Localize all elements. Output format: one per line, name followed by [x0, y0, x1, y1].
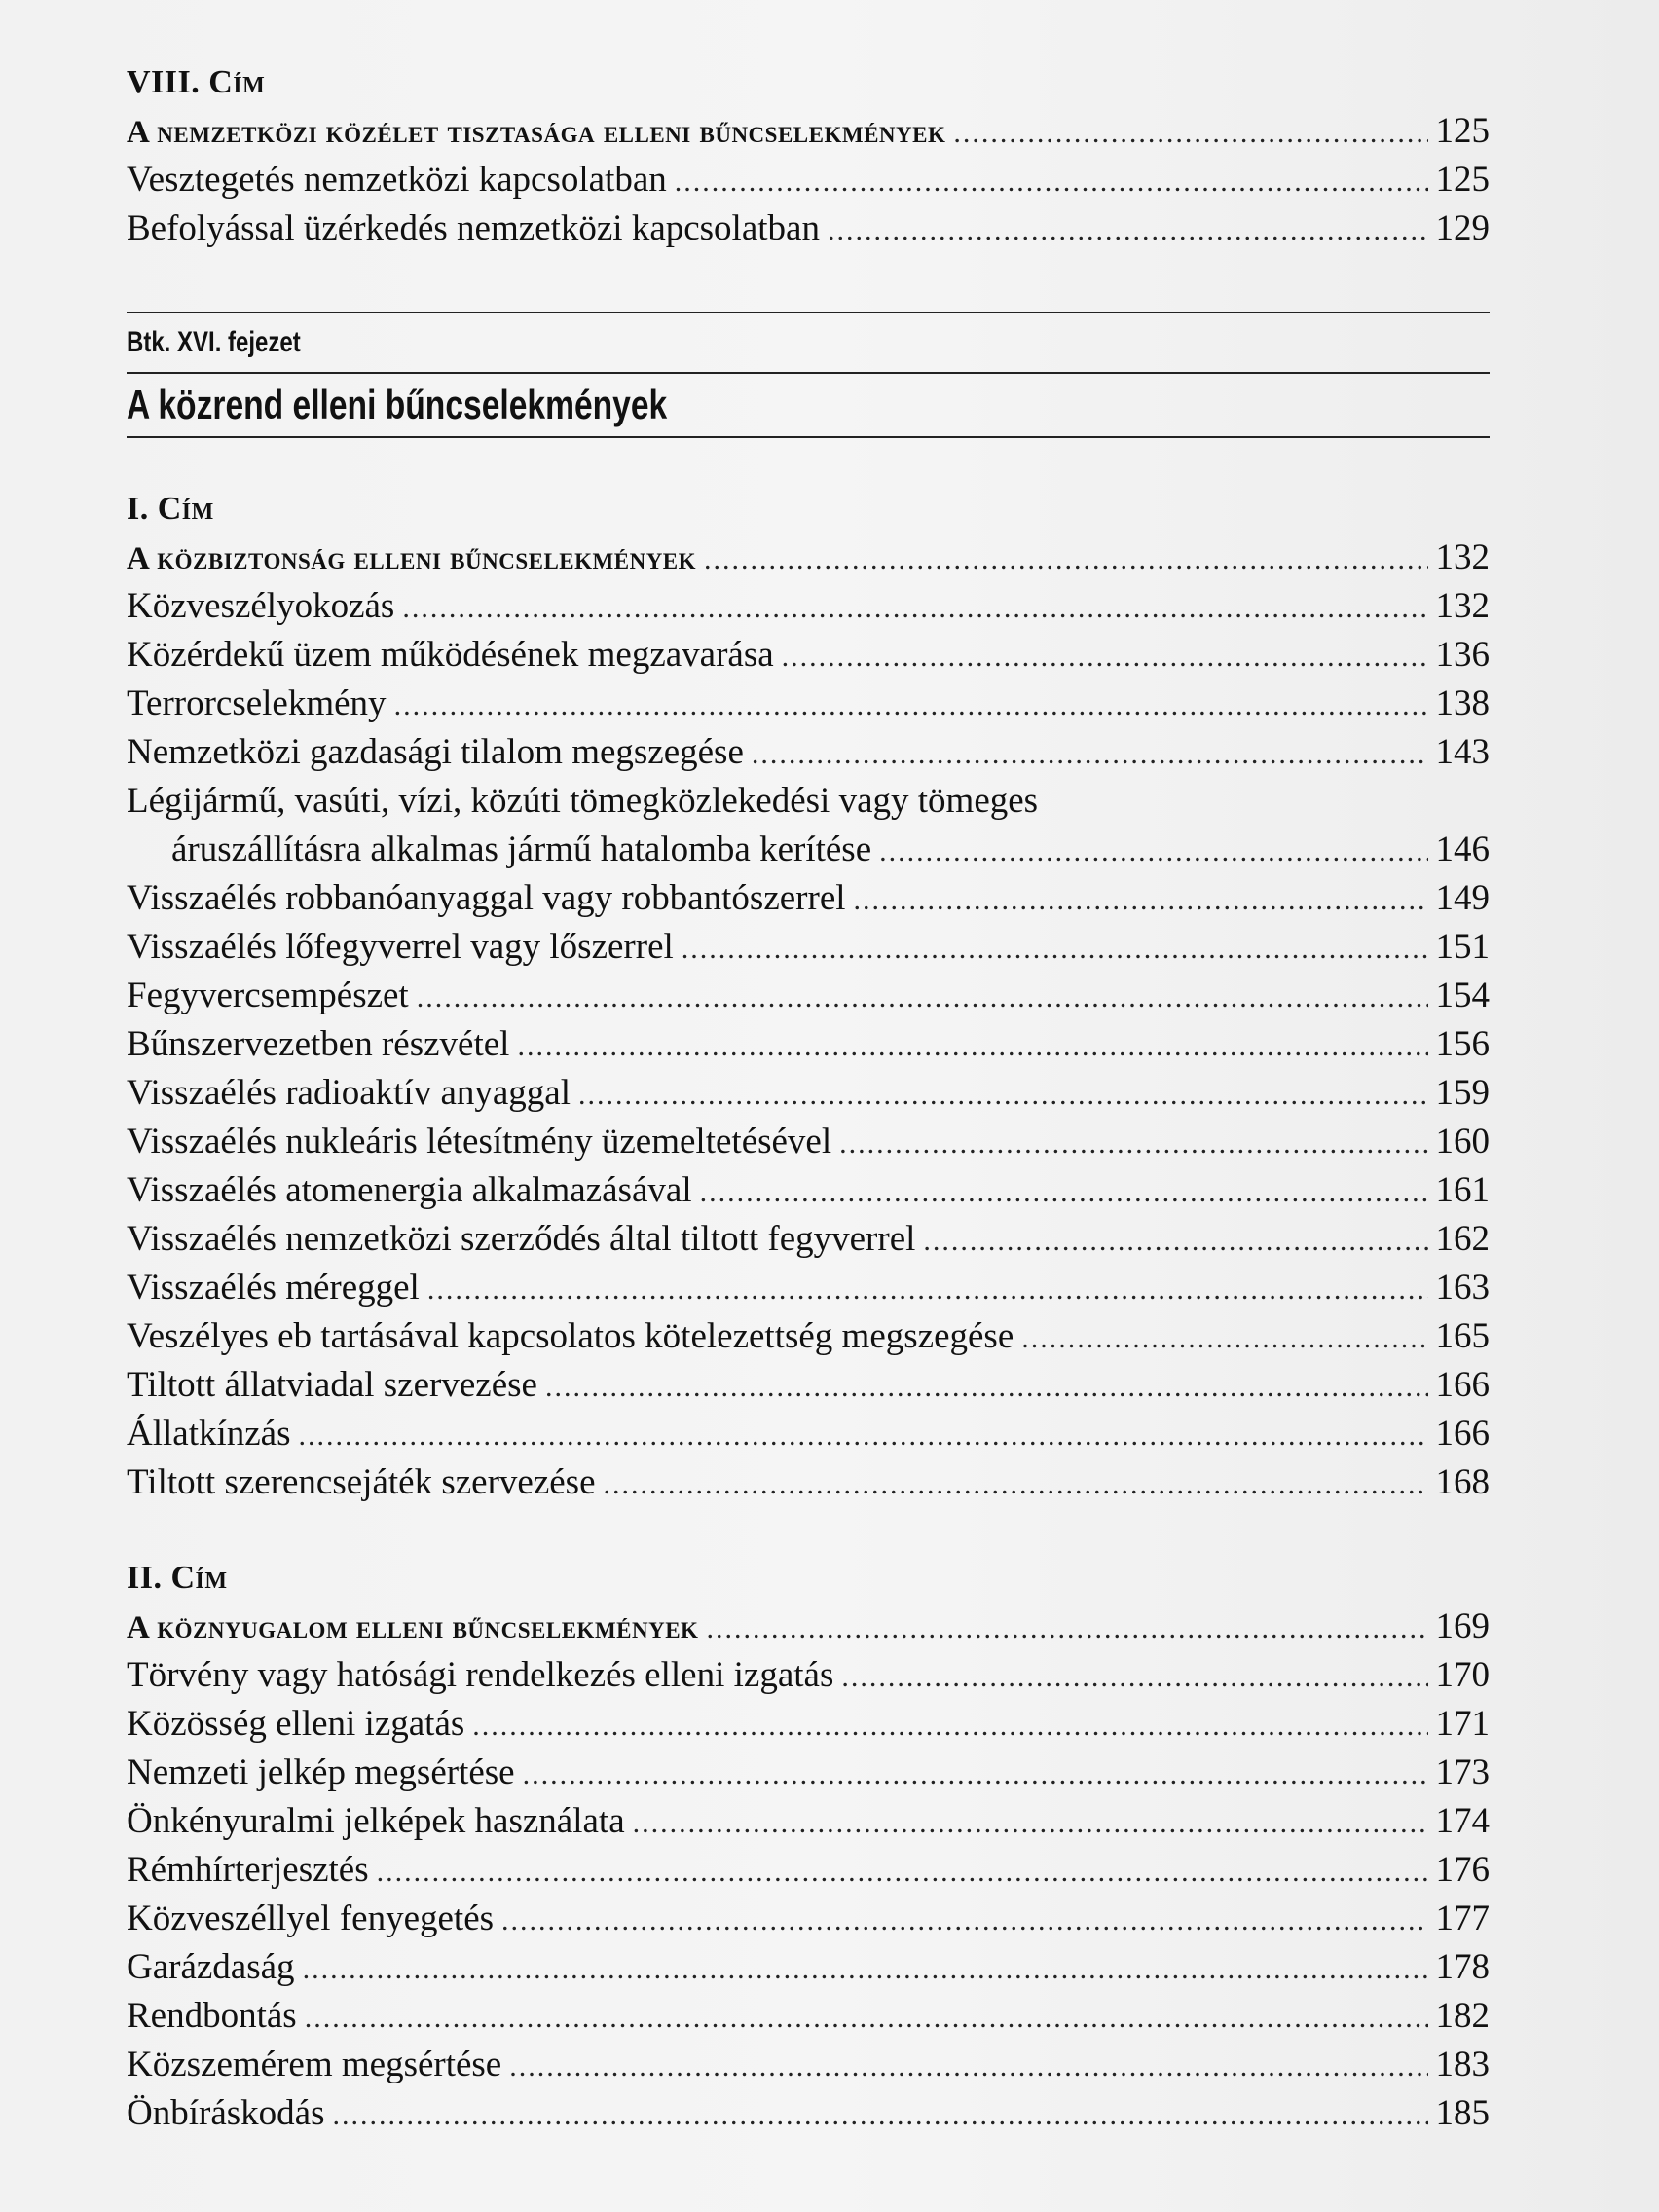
leader-dots [578, 1071, 1428, 1120]
toc-entry[interactable]: Önbíráskodás ..... 185 [127, 2089, 1490, 2138]
toc-entry[interactable]: Visszaélés atomenergia alkalmazásával ..... 161 [127, 1166, 1490, 1215]
toc-entry[interactable]: Tiltott szerencsejáték szervezése ..... 168 [127, 1458, 1490, 1507]
leader-dots [332, 2091, 1427, 2140]
leader-dots [394, 682, 1428, 730]
leader-dots [682, 925, 1428, 974]
leader-dots [839, 1120, 1427, 1168]
leader-dots [828, 206, 1428, 255]
toc-entry[interactable]: Veszélyes eb tartásával kapcsolatos kötelezettség megszegése ..... 165 [127, 1312, 1490, 1361]
toc-entry-first-line[interactable]: Légijármű, vasúti, vízi, közúti tömegközlekedési vagy tömeges [127, 781, 1039, 821]
leader-dots [752, 730, 1428, 779]
toc-entry-continuation[interactable]: áruszállításra alkalmas jármű hatalomba kerítése ..... 146 [127, 826, 1490, 874]
toc-entry[interactable]: Visszaélés nemzetközi szerződés által tiltott fegyverrel ..... 162 [127, 1215, 1490, 1264]
toc-entry[interactable]: Vesztegetés nemzetközi kapcsolatban ..... 125 [127, 156, 1490, 204]
toc-entry[interactable]: Visszaélés robbanóanyaggal vagy robbantószerrel ..... 149 [127, 874, 1490, 923]
toc-entry[interactable]: Visszaélés méreggel ..... 163 [127, 1264, 1490, 1312]
toc-entry[interactable]: Visszaélés radioaktív anyaggal ..... 159 [127, 1069, 1490, 1118]
chapter-label: Btk. XVI. fejezet [127, 326, 301, 358]
leader-dots [782, 633, 1428, 682]
section-viii-heading[interactable]: A nemzetközi közélet tisztasága elleni bűncselekmények ..... 125 [127, 107, 1490, 156]
toc-entry[interactable]: Bűnszervezetben részvétel ..... 156 [127, 1020, 1490, 1069]
leader-dots [427, 1266, 1428, 1314]
leader-dots [675, 158, 1428, 206]
section-ii-cim: II. Cím [127, 1560, 228, 1596]
leader-dots [704, 535, 1427, 584]
leader-dots [305, 1994, 1428, 2043]
toc-entry[interactable]: Rendbontás ..... 182 [127, 1992, 1490, 2041]
leader-dots [377, 1848, 1428, 1897]
toc-entry[interactable]: Nemzetközi gazdasági tilalom megszegése ..... 143 [127, 728, 1490, 777]
leader-dots [953, 109, 1427, 158]
leader-dots [545, 1363, 1428, 1412]
chapter-title: A közrend elleni bűncselekmények [127, 382, 668, 427]
leader-dots [604, 1460, 1428, 1509]
leader-dots [517, 1022, 1427, 1071]
toc-entry[interactable]: Befolyással üzérkedés nemzetközi kapcsolatban ..... 129 [127, 204, 1490, 253]
leader-dots [303, 1945, 1428, 1994]
toc-entry[interactable]: Nemzeti jelkép megsértése ..... 173 [127, 1749, 1490, 1797]
leader-dots [402, 584, 1427, 633]
leader-dots [472, 1702, 1427, 1751]
toc-entry[interactable]: Fegyvercsempészet ..... 154 [127, 972, 1490, 1020]
toc-entry[interactable]: Közszemérem megsértése ..... 183 [127, 2041, 1490, 2089]
toc-entry[interactable]: Közérdekű üzem működésének megzavarása ..... 136 [127, 631, 1490, 680]
section-ii-heading[interactable]: A köznyugalom elleni bűncselekmények ..... 169 [127, 1603, 1490, 1651]
leader-dots [417, 974, 1428, 1022]
leader-dots [700, 1168, 1428, 1217]
leader-dots [854, 876, 1428, 925]
leader-dots [633, 1799, 1428, 1848]
leader-dots [1021, 1314, 1427, 1363]
leader-dots [841, 1653, 1427, 1702]
table-of-contents [127, 58, 1490, 2138]
toc-entry[interactable]: Közveszélyokozás ..... 132 [127, 582, 1490, 631]
toc-entry[interactable]: Önkényuralmi jelképek használata ..... 174 [127, 1797, 1490, 1846]
section-i-cim: I. Cím [127, 491, 214, 527]
leader-dots [501, 1897, 1427, 1945]
leader-dots [523, 1751, 1428, 1799]
leader-dots [509, 2043, 1427, 2091]
toc-entry[interactable]: Tiltott állatviadal szervezése ..... 166 [127, 1361, 1490, 1410]
toc-entry[interactable]: Állatkínzás ..... 166 [127, 1410, 1490, 1458]
toc-entry[interactable]: Közösség elleni izgatás ..... 171 [127, 1700, 1490, 1749]
toc-entry[interactable]: Visszaélés lőfegyverrel vagy lőszerrel ..... 151 [127, 923, 1490, 972]
toc-entry[interactable]: Garázdaság ..... 178 [127, 1943, 1490, 1992]
leader-dots [879, 828, 1427, 876]
toc-entry[interactable]: Törvény vagy hatósági rendelkezés elleni izgatás ..... 170 [127, 1651, 1490, 1700]
section-i-heading[interactable]: A közbiztonság elleni bűncselekmények ..... 132 [127, 534, 1490, 582]
section-viii-cim: VIII. Cím [127, 64, 266, 100]
toc-entry[interactable]: Visszaélés nukleáris létesítmény üzemeltetésével ..... 160 [127, 1118, 1490, 1166]
leader-dots [299, 1412, 1428, 1460]
toc-entry[interactable]: Közveszéllyel fenyegetés ..... 177 [127, 1895, 1490, 1943]
toc-entry[interactable]: Rémhírterjesztés ..... 176 [127, 1846, 1490, 1895]
leader-dots [706, 1604, 1427, 1653]
toc-entry[interactable]: Terrorcselekmény ..... 138 [127, 680, 1490, 728]
leader-dots [923, 1217, 1427, 1266]
